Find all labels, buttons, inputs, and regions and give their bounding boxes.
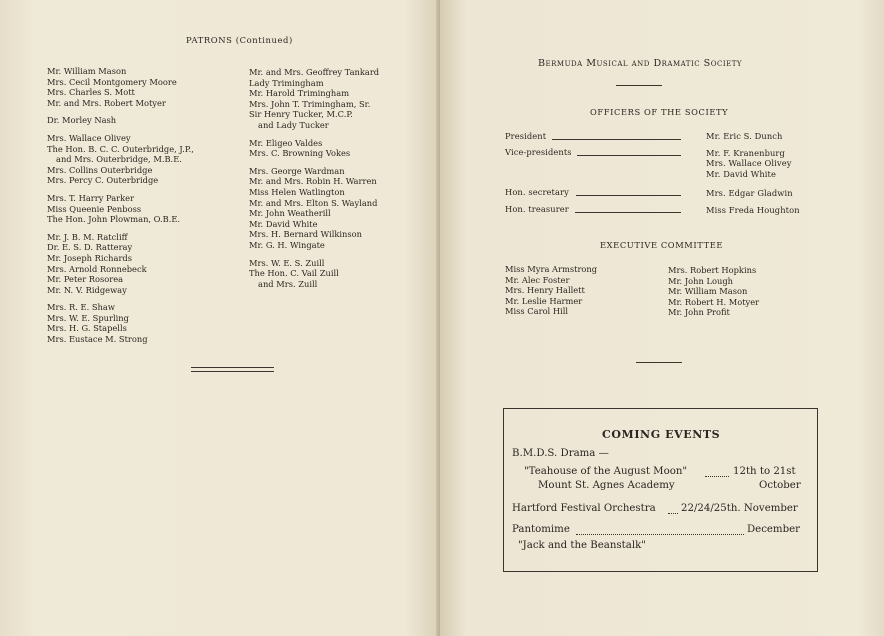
patron-name: Mrs. W. E. S. Zuill: [249, 257, 325, 268]
patron-name: Mrs. R. E. Shaw: [47, 302, 115, 313]
orchestra-dates: 22/24/25th. November: [681, 503, 798, 514]
patron-name: Mrs. Arnold Ronnebeck: [47, 263, 147, 274]
patron-group: [47, 115, 194, 126]
left-page: [0, 0, 440, 636]
leader-line: [577, 155, 681, 156]
patron-name: Mrs. T. Harry Parker: [47, 192, 135, 203]
patron-name: Mr. Peter Rosorea: [47, 274, 124, 285]
patron-name: Mr. and Mrs. Elton S. Wayland: [249, 197, 378, 208]
patron-group: [47, 66, 194, 108]
dotted-leader: [668, 513, 678, 514]
dotted-leader: [705, 476, 729, 477]
pantomime-month: December: [747, 524, 801, 535]
patron-name: Mr. Eligeo Valdes: [249, 137, 323, 148]
patrons-column-1: [47, 66, 194, 352]
executive-column-2: [668, 265, 759, 318]
leader-line: [552, 139, 681, 140]
patrons-heading: PATRONS (Continued): [186, 35, 293, 45]
coming-events-box: [503, 408, 818, 572]
patron-name: and Mrs. Outerbridge, M.B.E.: [56, 154, 182, 165]
patron-name: Mrs. Percy C. Outerbridge: [47, 175, 159, 186]
officer-role-president: President: [505, 131, 547, 141]
coming-events-title: COMING EVENTS: [602, 428, 721, 441]
patron-name: Mr. and Mrs. Geoffrey Tankard: [249, 67, 380, 77]
patron-name: Mrs. H. G. Stapells: [47, 323, 127, 334]
patron-group: [249, 138, 379, 159]
committee-member: Miss Myra Armstrong: [505, 264, 598, 274]
patron-name: The Hon. B. C. C. Outerbridge, J.P.,: [47, 143, 194, 154]
pantomime-title: "Jack and the Beanstalk": [518, 540, 646, 551]
patron-group: [47, 133, 194, 186]
committee-member: Mr. John Lough: [668, 275, 733, 286]
patron-name: Mrs. C. Browning Vokes: [249, 148, 351, 159]
officer-name-secretary: Mrs. Edgar Gladwin: [706, 188, 793, 198]
patron-group: [47, 302, 194, 344]
officer-role-vice: Vice-presidents: [505, 147, 572, 157]
patron-name: Mr. Joseph Richards: [47, 252, 132, 263]
executive-column-1: [505, 264, 597, 317]
patron-name: Mrs. Eustace M. Strong: [47, 334, 148, 345]
drama-dates: 12th to 21st: [733, 466, 796, 477]
section-rule: [636, 362, 682, 363]
patron-name: Mrs. W. E. Spurling: [47, 312, 129, 323]
title-rule: [616, 85, 662, 86]
committee-member: Mr. Robert H. Motyer: [668, 296, 760, 307]
patron-name: The Hon. C. Vail Zuill: [249, 268, 339, 279]
committee-member: Mr. John Profit: [668, 307, 730, 318]
committee-member: Mr. Leslie Harmer: [505, 295, 583, 306]
officer-role-secretary: Hon. secretary: [505, 187, 569, 197]
patron-group: [249, 67, 379, 131]
patron-name: Dr. E. S. D. Ratteray: [47, 242, 133, 253]
patron-name: Mr. and Mrs. Robin H. Warren: [249, 176, 377, 187]
patron-name: Mr. John Weatherill: [249, 208, 331, 219]
patron-name: Lady Trimingham: [249, 77, 324, 88]
patron-name: Mrs. Wallace Olivey: [47, 132, 131, 143]
patron-name: Mr. and Mrs. Robert Motyer: [47, 97, 166, 108]
officer-name-treasurer: Miss Freda Houghton: [706, 205, 800, 215]
orchestra-event: Hartford Festival Orchestra: [512, 503, 656, 514]
patron-name: Miss Queenie Penboss: [47, 203, 142, 214]
executive-heading: EXECUTIVE COMMITTEE: [600, 240, 724, 250]
dotted-leader: [576, 534, 744, 535]
patron-name: Miss Helen Watlington: [249, 186, 345, 197]
officer-name-vice-1: Mr. F. Kranenburg: [706, 148, 785, 158]
officer-name-vice-2: Mrs. Wallace Olivey: [706, 158, 792, 168]
society-title: Bermuda Musical and Dramatic Society: [538, 58, 742, 69]
patron-name: and Mrs. Zuill: [258, 278, 318, 289]
committee-member: Miss Carol Hill: [505, 306, 569, 317]
patron-group: [249, 166, 379, 251]
pantomime-event: Pantomime: [512, 524, 570, 535]
patron-name: Mr. David White: [249, 218, 318, 229]
committee-member: Mrs. Robert Hopkins: [668, 265, 757, 275]
drama-month: October: [759, 480, 801, 491]
patron-name: and Lady Tucker: [258, 119, 329, 130]
patron-name: Mr. N. V. Ridgeway: [47, 284, 127, 295]
patron-group: [47, 193, 194, 225]
patron-name: Mrs. John T. Trimingham, Sr.: [249, 98, 371, 109]
committee-member: Mrs. Henry Hallett: [505, 285, 585, 296]
officer-role-treasurer: Hon. treasurer: [505, 204, 569, 214]
drama-title: "Teahouse of the August Moon": [524, 466, 688, 477]
patron-name: Mrs. George Wardman: [249, 165, 345, 176]
patron-group: [47, 232, 194, 296]
patron-name: Mr. J. B. M. Ratcliff: [47, 231, 128, 242]
patron-name: Mrs. Cecil Montgomery Moore: [47, 76, 177, 87]
officers-heading: OFFICERS OF THE SOCIETY: [590, 107, 729, 117]
double-rule-divider: [191, 367, 274, 372]
patron-name: Sir Henry Tucker, M.C.P.: [249, 109, 353, 120]
patron-name: Mrs. Charles S. Mott: [47, 87, 135, 98]
committee-member: Mr. William Mason: [668, 286, 748, 297]
patron-name: Mrs. Collins Outerbridge: [47, 164, 153, 175]
drama-heading: B.M.D.S. Drama —: [512, 448, 609, 459]
drama-venue: Mount St. Agnes Academy: [538, 480, 675, 491]
patron-name: Dr. Morley Nash: [47, 115, 117, 126]
patrons-column-2: [249, 67, 379, 296]
patron-name: Mrs. H. Bernard Wilkinson: [249, 229, 362, 240]
patron-name: The Hon. John Plowman, O.B.E.: [47, 214, 181, 225]
patron-name: Mr. William Mason: [47, 66, 127, 76]
patron-name: Mr. G. H. Wingate: [249, 239, 325, 250]
patron-group: [249, 258, 379, 290]
officer-name-vice-3: Mr. David White: [706, 169, 776, 179]
officer-name-president: Mr. Eric S. Dunch: [706, 131, 783, 141]
committee-member: Mr. Alec Foster: [505, 274, 570, 285]
leader-line: [575, 212, 681, 213]
leader-line: [576, 195, 681, 196]
patron-name: Mr. Harold Trimingham: [249, 88, 350, 99]
